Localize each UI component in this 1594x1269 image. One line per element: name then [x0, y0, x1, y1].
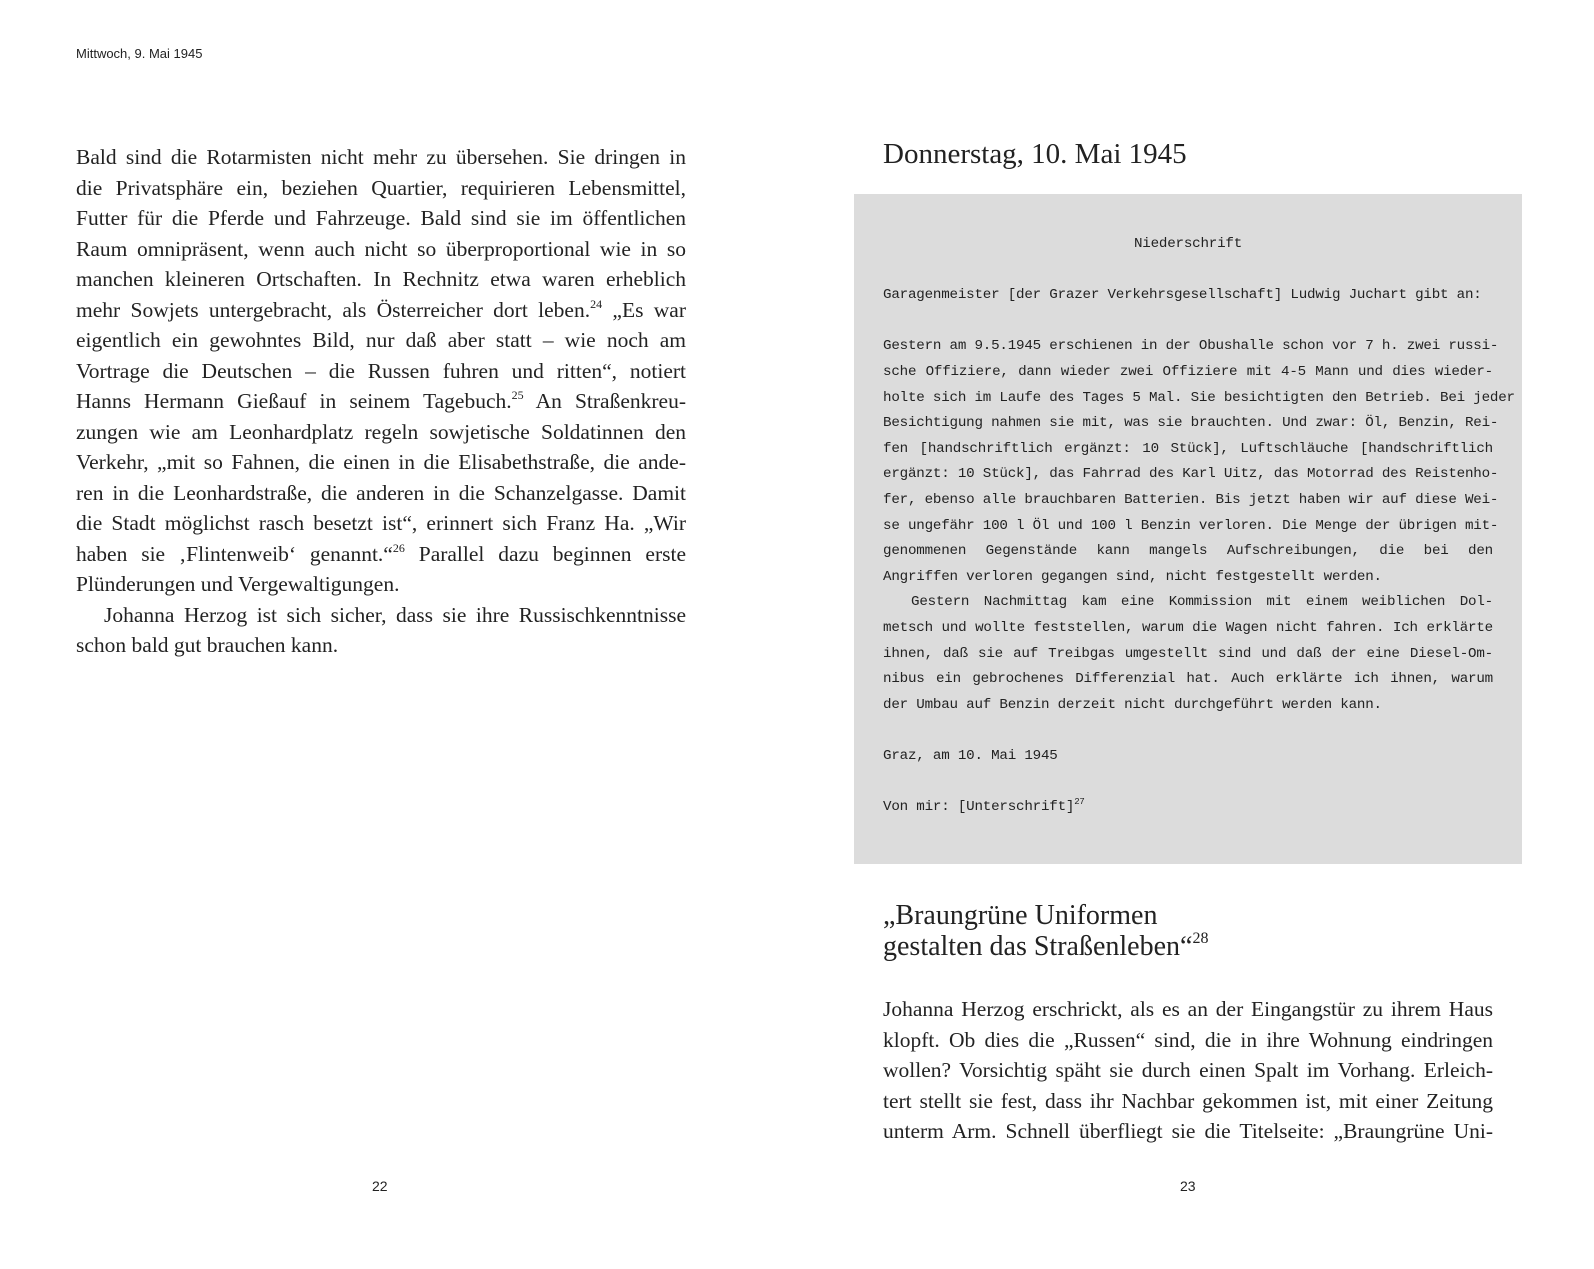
text-segment: Johanna Herzog ist sich sicher, dass sie ihre Russischkenntnisse — [104, 602, 686, 627]
text-segment: An Straßenkreu- — [523, 389, 687, 413]
text-segment: tert stellt sie fest, dass ihr Nachbar gekommen ist, mit einer Zeitung — [883, 1088, 1493, 1113]
text-line — [76, 600, 686, 631]
text-line — [883, 616, 1493, 642]
text-segment: fer, ebenso alle brauchbaren Batterien. Bis jetzt haben wir auf diese Wei- — [883, 491, 1499, 508]
document-body — [883, 334, 1515, 718]
text-segment: genommenen Gegenstände kann mangels Aufschreibungen, die bei den — [883, 543, 1493, 560]
text-line — [76, 478, 686, 509]
text-segment: Angriffen verloren gegangen sind, nicht festgestellt werden. — [883, 568, 1382, 585]
footnote-ref: 28 — [1192, 930, 1209, 947]
footnote-ref: 26 — [392, 540, 405, 555]
text-line — [76, 203, 686, 234]
text-segment: haben sie ‚Flintenweib‘ genannt.“ — [76, 541, 393, 566]
text-segment: wollen? Vorsichtig späht sie durch einen Spalt im Vorhang. Erleich- — [883, 1058, 1493, 1082]
text-line — [883, 488, 1499, 514]
text-line — [76, 386, 686, 417]
text-segment: unterm Arm. Schnell überfliegt sie die Titelseite: „Braungrüne Uni- — [883, 1119, 1493, 1143]
text-line — [76, 356, 686, 387]
running-head: Mittwoch, 9. Mai 1945 — [76, 46, 203, 61]
section-heading-line: gestalten das Straßenleben“ — [883, 931, 1193, 962]
text-segment: die Privatsphäre ein, beziehen Quartier, requirieren Lebensmittel, — [76, 175, 686, 200]
text-segment: ren in die Leonhardstraße, die anderen in die Schanzelgasse. Damit — [76, 480, 686, 505]
text-line — [76, 569, 686, 600]
text-line — [883, 667, 1493, 693]
text-line — [883, 462, 1499, 488]
signature-text: Von mir: [Unterschrift] — [883, 799, 1075, 816]
text-segment: se ungefähr 100 l Öl und 100 l Benzin verloren. Die Menge der übrigen mit- — [883, 517, 1499, 534]
text-segment: Gestern Nachmittag kam eine Kommission mit einem weiblichen Dol- — [911, 594, 1493, 611]
text-line — [883, 539, 1493, 565]
page-number-right: 23 — [1180, 1178, 1196, 1194]
text-line — [76, 234, 686, 265]
text-line — [76, 142, 686, 173]
text-segment: der Umbau auf Benzin derzeit nicht durchgeführt werden kann. — [883, 696, 1382, 713]
text-line — [76, 508, 686, 539]
text-line — [883, 1055, 1493, 1086]
text-line — [76, 630, 686, 661]
text-line — [883, 360, 1493, 386]
text-segment: Verkehr, „mit so Fahnen, die einen in die Elisabethstraße, die ande- — [76, 450, 686, 474]
text-line — [883, 386, 1515, 412]
text-segment: Futter für die Pferde und Fahrzeuge. Bald sind sie im öffentlichen — [76, 206, 686, 230]
text-line — [883, 590, 1493, 616]
section-heading-line: „Braungrüne Uniformen — [883, 900, 1158, 931]
page-number-left: 22 — [372, 1178, 388, 1194]
text-segment: schon bald gut brauchen kann. — [76, 633, 339, 657]
text-segment: zungen wie am Leonhardplatz regeln sowjetische Soldatinnen den — [76, 419, 686, 444]
text-line — [883, 565, 1493, 591]
text-segment: Bald sind die Rotarmisten nicht mehr zu übersehen. Sie dringen in — [76, 145, 686, 169]
text-line — [883, 437, 1493, 463]
text-segment: „Es war — [602, 297, 686, 322]
text-segment: die Stadt möglichst rasch besetzt ist“, erinnert sich Franz Ha. „Wir — [76, 511, 686, 535]
document-intro: Garagenmeister [der Grazer Verkehrsgesellschaft] Ludwig Juchart gibt an: — [883, 287, 1482, 304]
document-place-date: Graz, am 10. Mai 1945 — [883, 747, 1058, 764]
text-line — [883, 1086, 1493, 1117]
text-segment: nibus ein gebrochenes Differenzial hat. Auch erklärte ich ihnen, warum — [883, 671, 1493, 688]
text-segment: Besichtigung nahmen sie mit, was sie brauchten. Und zwar: Öl, Benzin, Rei- — [883, 415, 1499, 432]
text-line — [76, 173, 686, 204]
text-line — [883, 514, 1499, 540]
text-line — [76, 264, 686, 295]
text-line — [883, 1025, 1493, 1056]
text-segment: sche Offiziere, dann wieder zwei Offiziere mit 4-5 Mann und dies wieder- — [883, 363, 1493, 380]
text-segment: mehr Sowjets untergebracht, als Österreicher dort leben. — [76, 297, 591, 322]
text-segment: Plünderungen und Vergewaltigungen. — [76, 572, 400, 596]
text-line — [76, 417, 686, 448]
text-line — [883, 1116, 1493, 1147]
text-segment: Vortrage die Deutschen – die Russen fuhren und ritten“, notiert — [76, 358, 686, 383]
document-signature — [883, 795, 1493, 821]
text-segment: ergänzt: 10 Stück], das Fahrrad des Karl Uitz, das Motorrad des Reistenho- — [883, 466, 1499, 483]
text-line — [883, 334, 1499, 360]
document-box — [854, 194, 1522, 864]
footnote-ref: 25 — [511, 388, 524, 402]
text-line — [76, 325, 686, 356]
document-title: Niederschrift — [1133, 236, 1243, 252]
text-line — [76, 447, 686, 478]
right-page-body — [883, 994, 1493, 1147]
text-line — [883, 411, 1499, 437]
text-segment: metsch und wollte feststellen, warum die Wagen nicht fahren. Ich erklärte — [883, 619, 1493, 636]
chapter-heading: Donnerstag, 10. Mai 1945 — [883, 138, 1187, 170]
text-segment: Parallel dazu beginnen erste — [404, 541, 686, 566]
text-segment: klopft. Ob dies die „Russen“ sind, die in ihre Wohnung eindringen — [883, 1027, 1493, 1052]
text-segment: Gestern am 9.5.1945 erschienen in der Obushalle schon vor 7 h. zwei russi- — [883, 338, 1499, 355]
left-page-body — [76, 142, 686, 661]
text-line — [883, 693, 1493, 719]
text-segment: Hanns Hermann Gießauf in seinem Tagebuch. — [76, 389, 512, 413]
text-segment: Raum omnipräsent, wenn auch nicht so überproportional wie in so — [76, 236, 686, 261]
section-heading — [883, 900, 1208, 962]
text-line — [76, 295, 686, 326]
text-line — [883, 642, 1493, 668]
text-segment: manchen kleineren Ortschaften. In Rechnitz etwa waren erheblich — [76, 267, 686, 291]
text-line — [883, 994, 1493, 1025]
text-segment: ihnen, daß sie auf Treibgas umgestellt sind und daß der eine Diesel-Om- — [883, 645, 1493, 662]
text-segment: holte sich im Laufe des Tages 5 Mal. Sie besichtigten den Betrieb. Bei jeder — [883, 389, 1515, 406]
text-line — [76, 539, 686, 570]
text-segment: eigentlich ein gewohntes Bild, nur daß aber statt – wie noch am — [76, 328, 686, 352]
text-segment: Johanna Herzog erschrickt, als es an der Eingangstür zu ihrem Haus — [883, 997, 1493, 1021]
footnote-ref: 24 — [590, 296, 603, 311]
text-segment: fen [handschriftlich ergänzt: 10 Stück], Luftschläuche [handschriftlich — [883, 440, 1493, 457]
footnote-ref: 27 — [1074, 797, 1085, 808]
